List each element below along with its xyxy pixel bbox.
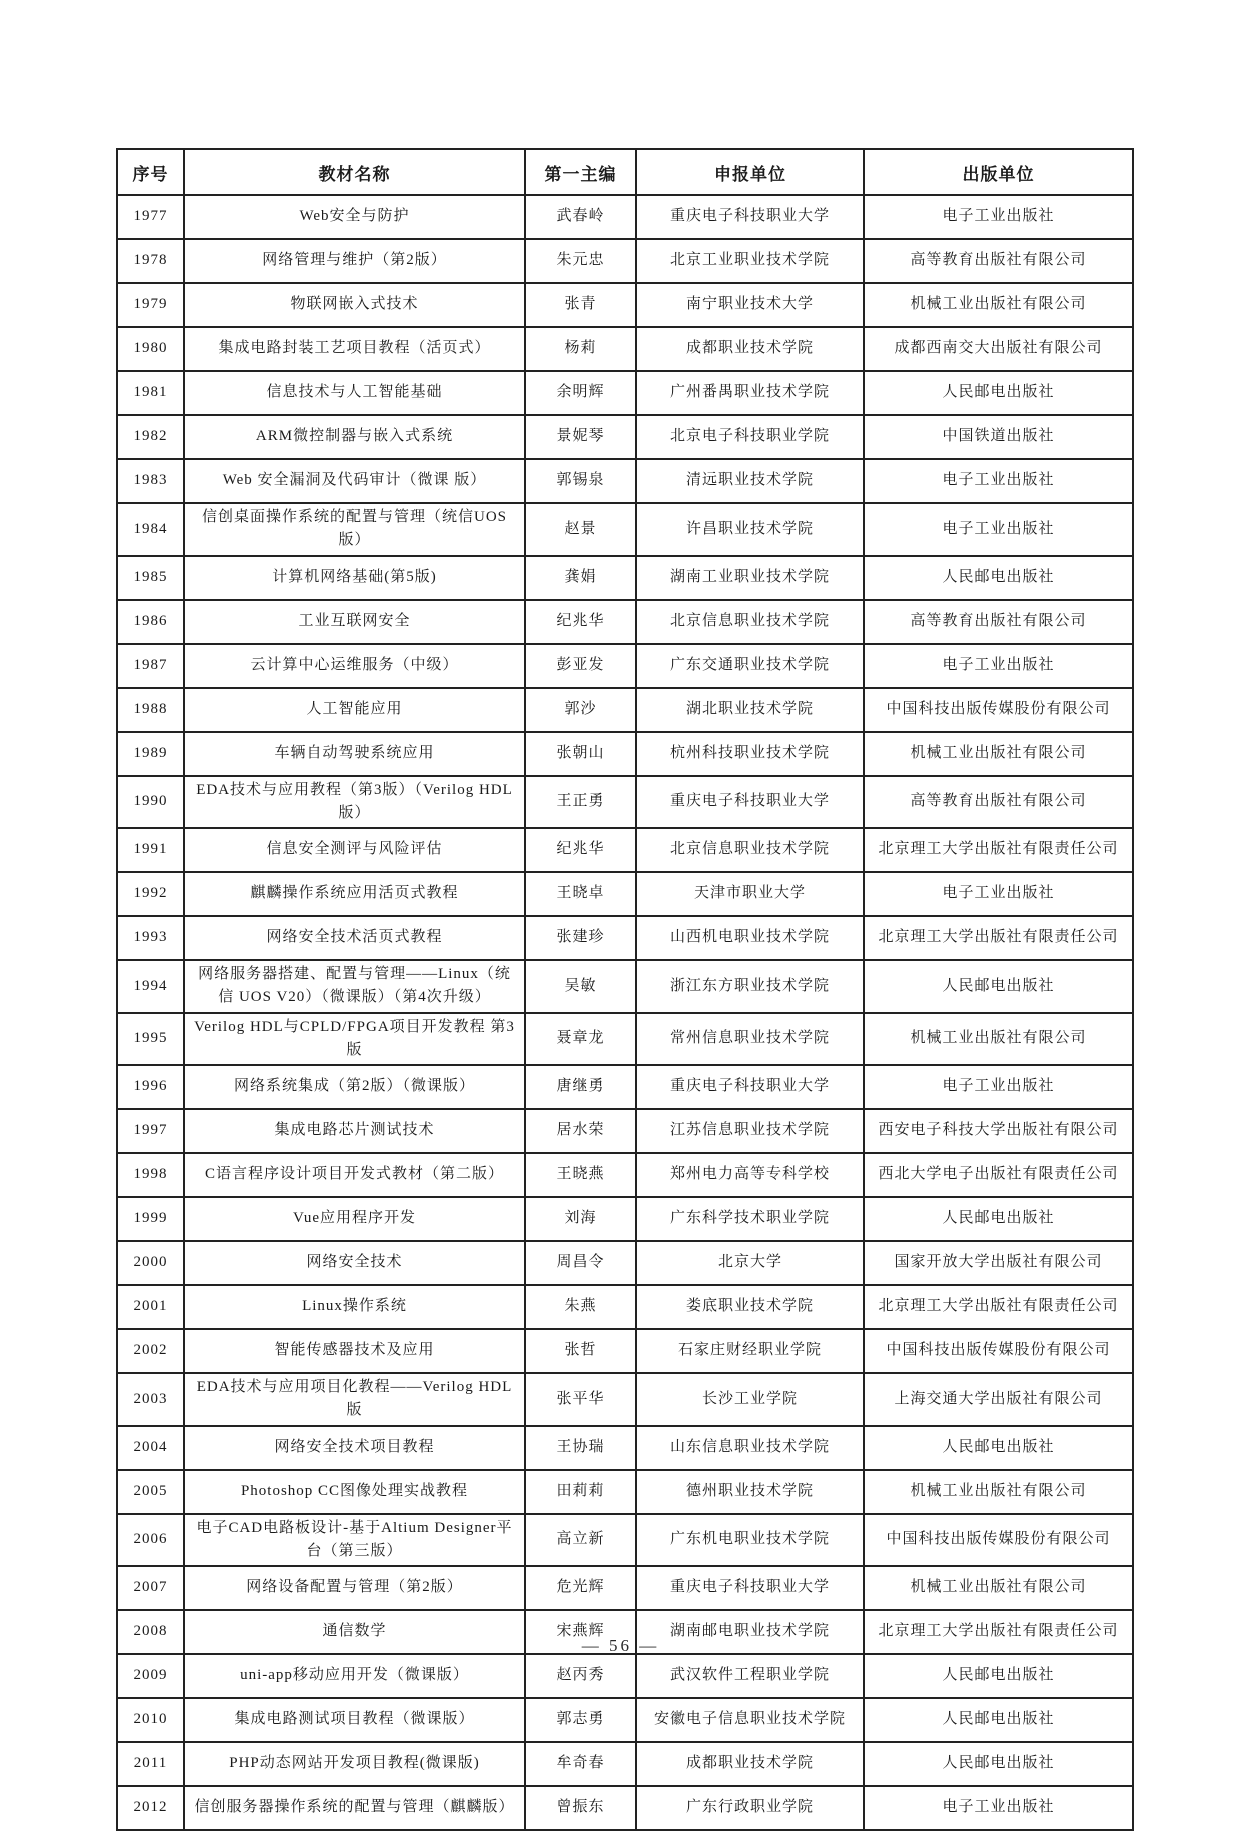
cell-title: Photoshop CC图像处理实战教程 xyxy=(184,1470,525,1514)
table-row xyxy=(117,1470,1133,1514)
cell-title: 智能传感器技术及应用 xyxy=(184,1329,525,1373)
cell-publisher: 西安电子科技大学出版社有限公司 xyxy=(864,1109,1133,1153)
cell-applicant: 江苏信息职业技术学院 xyxy=(636,1109,864,1153)
cell-applicant: 成都职业技术学院 xyxy=(636,327,864,371)
cell-applicant: 成都职业技术学院 xyxy=(636,1742,864,1786)
cell-title: 车辆自动驾驶系统应用 xyxy=(184,732,525,776)
cell-title: 信创桌面操作系统的配置与管理（统信UOS版） xyxy=(184,503,525,556)
table-row xyxy=(117,1426,1133,1470)
table-row xyxy=(117,1285,1133,1329)
cell-title: 信息技术与人工智能基础 xyxy=(184,371,525,415)
cell-editor: 刘海 xyxy=(525,1197,636,1241)
table-row xyxy=(117,1566,1133,1610)
cell-title: 通信数学 xyxy=(184,1610,525,1654)
cell-applicant: 北京工业职业技术学院 xyxy=(636,239,864,283)
cell-applicant: 广东科学技术职业学院 xyxy=(636,1197,864,1241)
cell-publisher: 电子工业出版社 xyxy=(864,872,1133,916)
table-row xyxy=(117,327,1133,371)
cell-title: EDA技术与应用教程（第3版）（Verilog HDL版） xyxy=(184,776,525,829)
table-row xyxy=(117,1013,1133,1066)
cell-editor: 牟奇春 xyxy=(525,1742,636,1786)
table-row xyxy=(117,1329,1133,1373)
cell-applicant: 重庆电子科技职业大学 xyxy=(636,195,864,239)
cell-serial: 1993 xyxy=(117,916,184,960)
table-body xyxy=(117,195,1133,1830)
cell-serial: 2008 xyxy=(117,1610,184,1654)
cell-serial: 2001 xyxy=(117,1285,184,1329)
cell-publisher: 中国科技出版传媒股份有限公司 xyxy=(864,688,1133,732)
cell-title: Verilog HDL与CPLD/FPGA项目开发教程 第3版 xyxy=(184,1013,525,1066)
cell-publisher: 机械工业出版社有限公司 xyxy=(864,1013,1133,1066)
cell-publisher: 中国铁道出版社 xyxy=(864,415,1133,459)
cell-publisher: 高等教育出版社有限公司 xyxy=(864,600,1133,644)
table-row xyxy=(117,916,1133,960)
cell-applicant: 长沙工业学院 xyxy=(636,1373,864,1426)
cell-applicant: 天津市职业大学 xyxy=(636,872,864,916)
cell-editor: 居水荣 xyxy=(525,1109,636,1153)
cell-editor: 纪兆华 xyxy=(525,828,636,872)
cell-title: EDA技术与应用项目化教程——Verilog HDL版 xyxy=(184,1373,525,1426)
cell-title: Web安全与防护 xyxy=(184,195,525,239)
cell-serial: 1997 xyxy=(117,1109,184,1153)
table-row xyxy=(117,644,1133,688)
cell-serial: 1991 xyxy=(117,828,184,872)
cell-applicant: 北京电子科技职业学院 xyxy=(636,415,864,459)
cell-editor: 武春岭 xyxy=(525,195,636,239)
table-row xyxy=(117,1742,1133,1786)
cell-editor: 张哲 xyxy=(525,1329,636,1373)
cell-title: 物联网嵌入式技术 xyxy=(184,283,525,327)
cell-applicant: 广东机电职业技术学院 xyxy=(636,1514,864,1567)
cell-editor: 赵景 xyxy=(525,503,636,556)
cell-publisher: 北京理工大学出版社有限责任公司 xyxy=(864,1610,1133,1654)
cell-title: Web 安全漏洞及代码审计（微课 版） xyxy=(184,459,525,503)
cell-serial: 2004 xyxy=(117,1426,184,1470)
cell-publisher: 上海交通大学出版社有限公司 xyxy=(864,1373,1133,1426)
column-header-title: 教材名称 xyxy=(184,149,525,195)
cell-serial: 1988 xyxy=(117,688,184,732)
cell-serial: 1986 xyxy=(117,600,184,644)
cell-title: 网络设备配置与管理（第2版） xyxy=(184,1566,525,1610)
cell-serial: 1994 xyxy=(117,960,184,1013)
cell-serial: 1982 xyxy=(117,415,184,459)
table-row xyxy=(117,872,1133,916)
cell-applicant: 武汉软件工程职业学院 xyxy=(636,1654,864,1698)
cell-publisher: 人民邮电出版社 xyxy=(864,556,1133,600)
cell-editor: 吴敏 xyxy=(525,960,636,1013)
table-row xyxy=(117,1241,1133,1285)
cell-editor: 张朝山 xyxy=(525,732,636,776)
cell-editor: 张建珍 xyxy=(525,916,636,960)
cell-publisher: 北京理工大学出版社有限责任公司 xyxy=(864,828,1133,872)
table-row xyxy=(117,1373,1133,1426)
cell-applicant: 娄底职业技术学院 xyxy=(636,1285,864,1329)
cell-title: C语言程序设计项目开发式教材（第二版） xyxy=(184,1153,525,1197)
cell-serial: 2009 xyxy=(117,1654,184,1698)
table-row xyxy=(117,556,1133,600)
cell-title: 信创服务器操作系统的配置与管理（麒麟版） xyxy=(184,1786,525,1830)
cell-publisher: 机械工业出版社有限公司 xyxy=(864,283,1133,327)
table-row xyxy=(117,776,1133,829)
cell-publisher: 中国科技出版传媒股份有限公司 xyxy=(864,1329,1133,1373)
table-row xyxy=(117,371,1133,415)
cell-applicant: 重庆电子科技职业大学 xyxy=(636,1065,864,1109)
cell-title: Vue应用程序开发 xyxy=(184,1197,525,1241)
cell-serial: 1995 xyxy=(117,1013,184,1066)
cell-editor: 张平华 xyxy=(525,1373,636,1426)
cell-editor: 彭亚发 xyxy=(525,644,636,688)
cell-publisher: 电子工业出版社 xyxy=(864,1786,1133,1830)
cell-editor: 周昌令 xyxy=(525,1241,636,1285)
cell-serial: 1979 xyxy=(117,283,184,327)
cell-serial: 2003 xyxy=(117,1373,184,1426)
cell-serial: 2007 xyxy=(117,1566,184,1610)
cell-serial: 1978 xyxy=(117,239,184,283)
cell-title: 网络安全技术 xyxy=(184,1241,525,1285)
cell-title: 集成电路芯片测试技术 xyxy=(184,1109,525,1153)
cell-applicant: 北京信息职业技术学院 xyxy=(636,828,864,872)
cell-applicant: 重庆电子科技职业大学 xyxy=(636,776,864,829)
cell-editor: 郭志勇 xyxy=(525,1698,636,1742)
cell-title: 云计算中心运维服务（中级） xyxy=(184,644,525,688)
cell-applicant: 北京信息职业技术学院 xyxy=(636,600,864,644)
cell-title: 集成电路测试项目教程（微课版） xyxy=(184,1698,525,1742)
cell-editor: 聂章龙 xyxy=(525,1013,636,1066)
cell-publisher: 电子工业出版社 xyxy=(864,503,1133,556)
cell-serial: 1977 xyxy=(117,195,184,239)
cell-serial: 1989 xyxy=(117,732,184,776)
cell-editor: 高立新 xyxy=(525,1514,636,1567)
cell-publisher: 成都西南交大出版社有限公司 xyxy=(864,327,1133,371)
cell-editor: 景妮琴 xyxy=(525,415,636,459)
cell-applicant: 郑州电力高等专科学校 xyxy=(636,1153,864,1197)
cell-publisher: 电子工业出版社 xyxy=(864,459,1133,503)
cell-applicant: 山东信息职业技术学院 xyxy=(636,1426,864,1470)
cell-serial: 1984 xyxy=(117,503,184,556)
cell-serial: 1985 xyxy=(117,556,184,600)
cell-editor: 王正勇 xyxy=(525,776,636,829)
cell-serial: 2012 xyxy=(117,1786,184,1830)
table-row xyxy=(117,600,1133,644)
cell-title: 集成电路封装工艺项目教程（活页式） xyxy=(184,327,525,371)
cell-applicant: 德州职业技术学院 xyxy=(636,1470,864,1514)
cell-serial: 1999 xyxy=(117,1197,184,1241)
table-row xyxy=(117,503,1133,556)
cell-publisher: 人民邮电出版社 xyxy=(864,1742,1133,1786)
column-header-serial: 序号 xyxy=(117,149,184,195)
cell-title: 麒麟操作系统应用活页式教程 xyxy=(184,872,525,916)
cell-title: 人工智能应用 xyxy=(184,688,525,732)
cell-editor: 宋燕辉 xyxy=(525,1610,636,1654)
cell-publisher: 机械工业出版社有限公司 xyxy=(864,1566,1133,1610)
table-row xyxy=(117,732,1133,776)
column-header-applicant: 申报单位 xyxy=(636,149,864,195)
cell-title: 网络系统集成（第2版）（微课版） xyxy=(184,1065,525,1109)
table-row xyxy=(117,828,1133,872)
cell-editor: 唐继勇 xyxy=(525,1065,636,1109)
cell-editor: 田莉莉 xyxy=(525,1470,636,1514)
cell-title: 网络安全技术项目教程 xyxy=(184,1426,525,1470)
cell-publisher: 北京理工大学出版社有限责任公司 xyxy=(864,916,1133,960)
table-row xyxy=(117,283,1133,327)
table-row xyxy=(117,1109,1133,1153)
cell-title: uni-app移动应用开发（微课版） xyxy=(184,1654,525,1698)
cell-editor: 朱元忠 xyxy=(525,239,636,283)
column-header-publisher: 出版单位 xyxy=(864,149,1133,195)
cell-publisher: 中国科技出版传媒股份有限公司 xyxy=(864,1514,1133,1567)
cell-publisher: 人民邮电出版社 xyxy=(864,960,1133,1013)
cell-editor: 王协瑞 xyxy=(525,1426,636,1470)
cell-applicant: 湖南邮电职业技术学院 xyxy=(636,1610,864,1654)
cell-applicant: 山西机电职业技术学院 xyxy=(636,916,864,960)
cell-publisher: 人民邮电出版社 xyxy=(864,1654,1133,1698)
cell-publisher: 人民邮电出版社 xyxy=(864,1197,1133,1241)
table-row xyxy=(117,1514,1133,1567)
cell-applicant: 重庆电子科技职业大学 xyxy=(636,1566,864,1610)
cell-serial: 2011 xyxy=(117,1742,184,1786)
cell-title: 工业互联网安全 xyxy=(184,600,525,644)
cell-applicant: 清远职业技术学院 xyxy=(636,459,864,503)
cell-title: Linux操作系统 xyxy=(184,1285,525,1329)
cell-applicant: 南宁职业技术大学 xyxy=(636,283,864,327)
cell-applicant: 许昌职业技术学院 xyxy=(636,503,864,556)
cell-editor: 危光辉 xyxy=(525,1566,636,1610)
table-row xyxy=(117,1654,1133,1698)
table-row xyxy=(117,195,1133,239)
cell-publisher: 电子工业出版社 xyxy=(864,195,1133,239)
table-row xyxy=(117,1786,1133,1830)
cell-publisher: 机械工业出版社有限公司 xyxy=(864,732,1133,776)
cell-applicant: 杭州科技职业技术学院 xyxy=(636,732,864,776)
cell-serial: 2000 xyxy=(117,1241,184,1285)
cell-publisher: 高等教育出版社有限公司 xyxy=(864,239,1133,283)
cell-applicant: 湖北职业技术学院 xyxy=(636,688,864,732)
cell-editor: 纪兆华 xyxy=(525,600,636,644)
cell-serial: 1983 xyxy=(117,459,184,503)
cell-applicant: 湖南工业职业技术学院 xyxy=(636,556,864,600)
cell-serial: 1981 xyxy=(117,371,184,415)
cell-title: 信息安全测评与风险评估 xyxy=(184,828,525,872)
cell-applicant: 广州番禺职业技术学院 xyxy=(636,371,864,415)
table-row xyxy=(117,415,1133,459)
textbook-table xyxy=(116,148,1134,1831)
cell-publisher: 人民邮电出版社 xyxy=(864,1698,1133,1742)
cell-editor: 朱燕 xyxy=(525,1285,636,1329)
cell-applicant: 石家庄财经职业学院 xyxy=(636,1329,864,1373)
cell-publisher: 西北大学电子出版社有限责任公司 xyxy=(864,1153,1133,1197)
table-row xyxy=(117,459,1133,503)
cell-publisher: 人民邮电出版社 xyxy=(864,1426,1133,1470)
table-row xyxy=(117,1153,1133,1197)
cell-publisher: 高等教育出版社有限公司 xyxy=(864,776,1133,829)
header-row xyxy=(117,149,1133,195)
cell-publisher: 电子工业出版社 xyxy=(864,644,1133,688)
cell-applicant: 浙江东方职业技术学院 xyxy=(636,960,864,1013)
cell-serial: 1990 xyxy=(117,776,184,829)
cell-title: 网络服务器搭建、配置与管理——Linux（统信 UOS V20）（微课版）（第4次升级） xyxy=(184,960,525,1013)
cell-applicant: 安徽电子信息职业技术学院 xyxy=(636,1698,864,1742)
table-row xyxy=(117,1065,1133,1109)
cell-serial: 2002 xyxy=(117,1329,184,1373)
cell-title: PHP动态网站开发项目教程(微课版) xyxy=(184,1742,525,1786)
cell-applicant: 广东行政职业学院 xyxy=(636,1786,864,1830)
cell-title: 电子CAD电路板设计-基于Altium Designer平台（第三版） xyxy=(184,1514,525,1567)
cell-applicant: 常州信息职业技术学院 xyxy=(636,1013,864,1066)
cell-serial: 2010 xyxy=(117,1698,184,1742)
cell-editor: 杨莉 xyxy=(525,327,636,371)
table-row xyxy=(117,960,1133,1013)
cell-publisher: 电子工业出版社 xyxy=(864,1065,1133,1109)
cell-editor: 曾振东 xyxy=(525,1786,636,1830)
cell-title: ARM微控制器与嵌入式系统 xyxy=(184,415,525,459)
cell-serial: 1980 xyxy=(117,327,184,371)
cell-editor: 王晓燕 xyxy=(525,1153,636,1197)
cell-serial: 1992 xyxy=(117,872,184,916)
cell-title: 计算机网络基础(第5版) xyxy=(184,556,525,600)
cell-serial: 1987 xyxy=(117,644,184,688)
cell-editor: 赵丙秀 xyxy=(525,1654,636,1698)
cell-publisher: 北京理工大学出版社有限责任公司 xyxy=(864,1285,1133,1329)
cell-serial: 2006 xyxy=(117,1514,184,1567)
cell-editor: 郭锡泉 xyxy=(525,459,636,503)
cell-editor: 龚娟 xyxy=(525,556,636,600)
cell-serial: 2005 xyxy=(117,1470,184,1514)
page-number: — 56 — xyxy=(581,1636,660,1655)
cell-serial: 1996 xyxy=(117,1065,184,1109)
table-row xyxy=(117,239,1133,283)
cell-publisher: 机械工业出版社有限公司 xyxy=(864,1470,1133,1514)
column-header-editor: 第一主编 xyxy=(525,149,636,195)
cell-title: 网络安全技术活页式教程 xyxy=(184,916,525,960)
cell-editor: 郭沙 xyxy=(525,688,636,732)
table-row xyxy=(117,1698,1133,1742)
cell-title: 网络管理与维护（第2版） xyxy=(184,239,525,283)
cell-editor: 余明辉 xyxy=(525,371,636,415)
cell-applicant: 广东交通职业技术学院 xyxy=(636,644,864,688)
table-row xyxy=(117,1197,1133,1241)
cell-applicant: 北京大学 xyxy=(636,1241,864,1285)
cell-serial: 1998 xyxy=(117,1153,184,1197)
cell-publisher: 国家开放大学出版社有限公司 xyxy=(864,1241,1133,1285)
table-row xyxy=(117,688,1133,732)
cell-editor: 张青 xyxy=(525,283,636,327)
cell-publisher: 人民邮电出版社 xyxy=(864,371,1133,415)
cell-editor: 王晓卓 xyxy=(525,872,636,916)
